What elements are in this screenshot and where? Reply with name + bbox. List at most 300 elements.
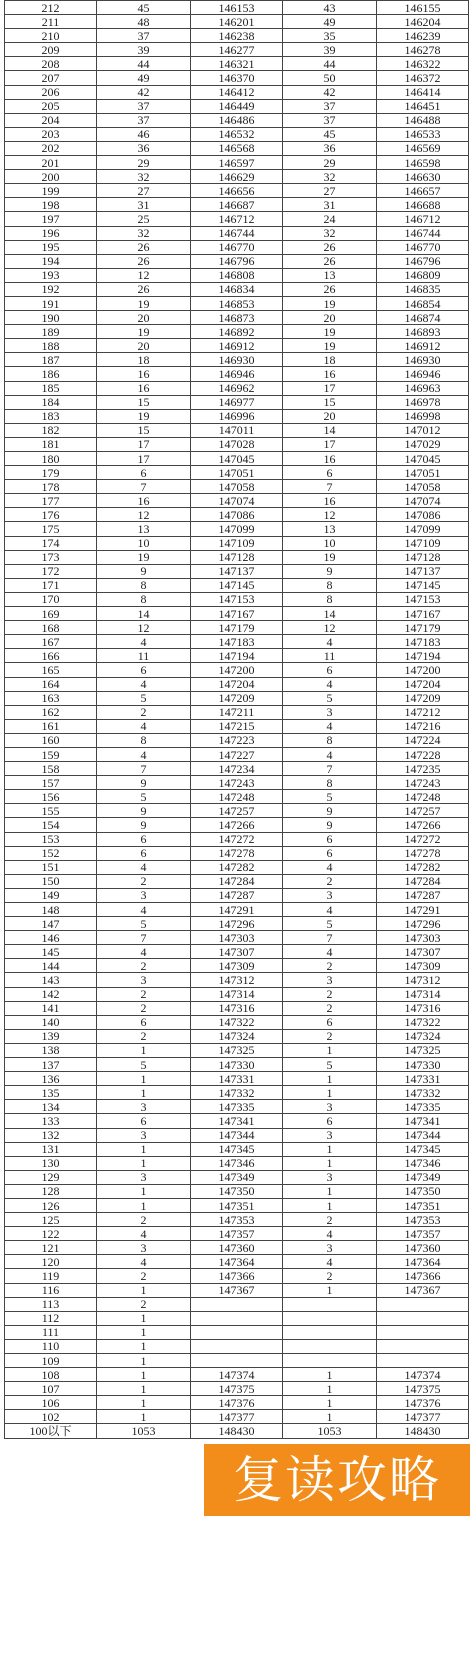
cumulative-cell-a: 147331 — [191, 1072, 283, 1086]
count-cell-b: 26 — [283, 254, 377, 268]
score-cell: 156 — [5, 790, 97, 804]
cumulative-cell-b: 147377 — [377, 1410, 469, 1424]
cumulative-cell-a: 147324 — [191, 1029, 283, 1043]
count-cell-a: 2 — [97, 987, 191, 1001]
count-cell-b: 1 — [283, 1043, 377, 1057]
count-cell-b: 29 — [283, 156, 377, 170]
score-cell: 155 — [5, 804, 97, 818]
count-cell-b: 32 — [283, 226, 377, 240]
cumulative-cell-a: 147209 — [191, 691, 283, 705]
count-cell-a: 2 — [97, 1029, 191, 1043]
score-cell: 121 — [5, 1241, 97, 1255]
table-row — [5, 1297, 469, 1311]
score-cell: 168 — [5, 621, 97, 635]
count-cell-b — [283, 1354, 377, 1368]
count-cell-a: 17 — [97, 437, 191, 451]
cumulative-cell-a: 147257 — [191, 804, 283, 818]
count-cell-b: 2 — [283, 1001, 377, 1015]
count-cell-a: 12 — [97, 621, 191, 635]
table-row — [5, 353, 469, 367]
cumulative-cell-b: 146278 — [377, 43, 469, 57]
table-row — [5, 903, 469, 917]
count-cell-b: 3 — [283, 1241, 377, 1255]
cumulative-cell-a: 146853 — [191, 296, 283, 310]
table-row — [5, 860, 469, 874]
cumulative-cell-a: 146687 — [191, 198, 283, 212]
cumulative-cell-b: 146155 — [377, 1, 469, 15]
cumulative-cell-a: 147284 — [191, 874, 283, 888]
table-row — [5, 198, 469, 212]
count-cell-a: 7 — [97, 480, 191, 494]
cumulative-cell-a: 147366 — [191, 1269, 283, 1283]
count-cell-a: 37 — [97, 29, 191, 43]
count-cell-a: 25 — [97, 212, 191, 226]
table-row — [5, 719, 469, 733]
table-row — [5, 1213, 469, 1227]
cumulative-cell-a: 147307 — [191, 945, 283, 959]
count-cell-a: 1 — [97, 1156, 191, 1170]
cumulative-cell-a: 147309 — [191, 959, 283, 973]
cumulative-cell-a: 147350 — [191, 1184, 283, 1198]
count-cell-a: 3 — [97, 1170, 191, 1184]
score-table-container — [4, 0, 468, 1439]
cumulative-cell-a: 147272 — [191, 832, 283, 846]
count-cell-b: 24 — [283, 212, 377, 226]
table-row — [5, 733, 469, 747]
table-row — [5, 57, 469, 71]
cumulative-cell-a: 147074 — [191, 494, 283, 508]
score-cell: 205 — [5, 99, 97, 113]
table-row — [5, 663, 469, 677]
cumulative-cell-a: 146277 — [191, 43, 283, 57]
score-cell: 112 — [5, 1311, 97, 1325]
table-row — [5, 888, 469, 902]
table-row — [5, 522, 469, 536]
count-cell-b: 1053 — [283, 1424, 377, 1438]
score-cell: 183 — [5, 409, 97, 423]
count-cell-b: 4 — [283, 677, 377, 691]
cumulative-cell-b: 147353 — [377, 1213, 469, 1227]
count-cell-a: 2 — [97, 1269, 191, 1283]
count-cell-b: 16 — [283, 494, 377, 508]
count-cell-b: 5 — [283, 917, 377, 931]
count-cell-b: 2 — [283, 987, 377, 1001]
count-cell-a: 19 — [97, 550, 191, 564]
cumulative-cell-a: 146597 — [191, 156, 283, 170]
cumulative-cell-b: 147235 — [377, 762, 469, 776]
count-cell-b: 8 — [283, 592, 377, 606]
cumulative-cell-a: 147287 — [191, 888, 283, 902]
score-cell: 137 — [5, 1058, 97, 1072]
count-cell-b: 9 — [283, 818, 377, 832]
count-cell-a: 19 — [97, 409, 191, 423]
cumulative-cell-b: 147350 — [377, 1184, 469, 1198]
cumulative-cell-b: 147316 — [377, 1001, 469, 1015]
table-row — [5, 1269, 469, 1283]
table-row — [5, 959, 469, 973]
score-cell: 165 — [5, 663, 97, 677]
cumulative-cell-b: 147228 — [377, 747, 469, 761]
cumulative-cell-a: 146946 — [191, 367, 283, 381]
score-cell: 178 — [5, 480, 97, 494]
table-body — [5, 1, 469, 1439]
cumulative-cell-b: 147332 — [377, 1086, 469, 1100]
count-cell-b: 12 — [283, 508, 377, 522]
count-cell-a: 1 — [97, 1072, 191, 1086]
cumulative-cell-b: 147282 — [377, 860, 469, 874]
cumulative-cell-a: 146568 — [191, 141, 283, 155]
cumulative-cell-b: 147137 — [377, 564, 469, 578]
cumulative-cell-a: 147183 — [191, 635, 283, 649]
cumulative-cell-a: 146977 — [191, 395, 283, 409]
score-cell: 177 — [5, 494, 97, 508]
count-cell-a: 27 — [97, 184, 191, 198]
count-cell-a: 7 — [97, 931, 191, 945]
table-row — [5, 1043, 469, 1057]
count-cell-b: 15 — [283, 395, 377, 409]
score-cell: 107 — [5, 1382, 97, 1396]
blank-footer-area — [0, 1608, 472, 1680]
count-cell-a: 1 — [97, 1086, 191, 1100]
cumulative-cell-a: 147045 — [191, 452, 283, 466]
cumulative-cell-b: 147331 — [377, 1072, 469, 1086]
score-cell: 157 — [5, 776, 97, 790]
cumulative-cell-b: 146912 — [377, 339, 469, 353]
count-cell-b: 6 — [283, 1114, 377, 1128]
score-cell: 158 — [5, 762, 97, 776]
count-cell-b: 39 — [283, 43, 377, 57]
score-cell: 160 — [5, 733, 97, 747]
count-cell-a: 6 — [97, 846, 191, 860]
count-cell-b: 9 — [283, 564, 377, 578]
count-cell-b: 2 — [283, 959, 377, 973]
count-cell-a: 1 — [97, 1311, 191, 1325]
table-row — [5, 691, 469, 705]
cumulative-cell-b: 147248 — [377, 790, 469, 804]
cumulative-cell-a: 147248 — [191, 790, 283, 804]
cumulative-cell-b: 147051 — [377, 466, 469, 480]
count-cell-b: 1 — [283, 1283, 377, 1297]
count-cell-a: 16 — [97, 381, 191, 395]
cumulative-cell-b: 146770 — [377, 240, 469, 254]
count-cell-b: 7 — [283, 762, 377, 776]
cumulative-cell-b: 147212 — [377, 705, 469, 719]
cumulative-cell-a: 147153 — [191, 592, 283, 606]
cumulative-cell-a: 146744 — [191, 226, 283, 240]
count-cell-a: 2 — [97, 1213, 191, 1227]
count-cell-a: 2 — [97, 1001, 191, 1015]
table-row — [5, 917, 469, 931]
score-cell: 207 — [5, 71, 97, 85]
cumulative-cell-b — [377, 1311, 469, 1325]
score-cell: 202 — [5, 141, 97, 155]
cumulative-cell-b: 146998 — [377, 409, 469, 423]
score-cell: 132 — [5, 1128, 97, 1142]
count-cell-a: 44 — [97, 57, 191, 71]
count-cell-a: 18 — [97, 353, 191, 367]
count-cell-b: 1 — [283, 1368, 377, 1382]
table-row — [5, 1424, 469, 1438]
score-cell: 161 — [5, 719, 97, 733]
cumulative-cell-b: 147309 — [377, 959, 469, 973]
count-cell-a: 20 — [97, 339, 191, 353]
count-cell-a: 2 — [97, 1297, 191, 1311]
cumulative-cell-b: 146930 — [377, 353, 469, 367]
cumulative-cell-a: 147335 — [191, 1100, 283, 1114]
cumulative-cell-b: 146322 — [377, 57, 469, 71]
score-cell: 166 — [5, 649, 97, 663]
count-cell-a: 37 — [97, 113, 191, 127]
table-row — [5, 1, 469, 15]
cumulative-cell-a: 147353 — [191, 1213, 283, 1227]
score-cell: 152 — [5, 846, 97, 860]
table-row — [5, 466, 469, 480]
score-cell: 172 — [5, 564, 97, 578]
count-cell-b: 11 — [283, 649, 377, 663]
cumulative-cell-a: 147349 — [191, 1170, 283, 1184]
cumulative-cell-a — [191, 1297, 283, 1311]
cumulative-cell-a: 147377 — [191, 1410, 283, 1424]
cumulative-cell-a: 147234 — [191, 762, 283, 776]
cumulative-cell-b: 147074 — [377, 494, 469, 508]
cumulative-cell-b — [377, 1325, 469, 1339]
count-cell-a: 48 — [97, 15, 191, 29]
cumulative-cell-b: 147291 — [377, 903, 469, 917]
cumulative-cell-b: 147145 — [377, 578, 469, 592]
count-cell-b: 1 — [283, 1396, 377, 1410]
count-cell-b: 12 — [283, 621, 377, 635]
count-cell-a: 6 — [97, 1015, 191, 1029]
count-cell-b: 2 — [283, 1269, 377, 1283]
table-row — [5, 226, 469, 240]
cumulative-cell-a: 146996 — [191, 409, 283, 423]
table-row — [5, 367, 469, 381]
count-cell-b: 3 — [283, 973, 377, 987]
cumulative-cell-a: 146796 — [191, 254, 283, 268]
cumulative-cell-b: 147209 — [377, 691, 469, 705]
cumulative-cell-a: 147322 — [191, 1015, 283, 1029]
cumulative-cell-b: 147344 — [377, 1128, 469, 1142]
cumulative-cell-b: 147058 — [377, 480, 469, 494]
count-cell-b: 6 — [283, 663, 377, 677]
cumulative-cell-b — [377, 1339, 469, 1353]
score-cell: 176 — [5, 508, 97, 522]
count-cell-a: 26 — [97, 282, 191, 296]
score-cell: 154 — [5, 818, 97, 832]
count-cell-b: 1 — [283, 1184, 377, 1198]
count-cell-a: 1 — [97, 1368, 191, 1382]
cumulative-cell-b: 147376 — [377, 1396, 469, 1410]
score-cell: 189 — [5, 325, 97, 339]
score-cell: 113 — [5, 1297, 97, 1311]
cumulative-cell-b: 147045 — [377, 452, 469, 466]
count-cell-b: 37 — [283, 113, 377, 127]
score-cell: 209 — [5, 43, 97, 57]
count-cell-a: 1053 — [97, 1424, 191, 1438]
count-cell-b: 8 — [283, 578, 377, 592]
score-cell: 171 — [5, 578, 97, 592]
count-cell-b: 20 — [283, 409, 377, 423]
count-cell-a: 2 — [97, 874, 191, 888]
cumulative-cell-a: 147243 — [191, 776, 283, 790]
count-cell-a: 17 — [97, 452, 191, 466]
count-cell-b: 6 — [283, 466, 377, 480]
count-cell-b: 31 — [283, 198, 377, 212]
cumulative-cell-a: 147357 — [191, 1227, 283, 1241]
count-cell-a: 37 — [97, 99, 191, 113]
table-row — [5, 212, 469, 226]
cumulative-cell-a: 147332 — [191, 1086, 283, 1100]
cumulative-cell-a — [191, 1339, 283, 1353]
count-cell-a: 16 — [97, 367, 191, 381]
score-cell: 181 — [5, 437, 97, 451]
cumulative-cell-a: 147204 — [191, 677, 283, 691]
score-cell: 187 — [5, 353, 97, 367]
cumulative-cell-a: 147364 — [191, 1255, 283, 1269]
count-cell-a: 20 — [97, 311, 191, 325]
cumulative-cell-a: 146712 — [191, 212, 283, 226]
count-cell-b: 7 — [283, 931, 377, 945]
cumulative-cell-b: 147357 — [377, 1227, 469, 1241]
count-cell-a: 6 — [97, 663, 191, 677]
score-cell: 128 — [5, 1184, 97, 1198]
cumulative-cell-b: 146630 — [377, 170, 469, 184]
table-row — [5, 649, 469, 663]
count-cell-b: 13 — [283, 268, 377, 282]
table-row — [5, 1227, 469, 1241]
count-cell-a: 1 — [97, 1142, 191, 1156]
count-cell-a: 4 — [97, 903, 191, 917]
cumulative-cell-b: 147375 — [377, 1382, 469, 1396]
count-cell-a: 6 — [97, 832, 191, 846]
count-cell-a: 1 — [97, 1283, 191, 1297]
table-row — [5, 1001, 469, 1015]
score-cell: 182 — [5, 423, 97, 437]
table-row — [5, 339, 469, 353]
cumulative-cell-b: 146893 — [377, 325, 469, 339]
cumulative-cell-a: 146412 — [191, 85, 283, 99]
cumulative-cell-b: 147099 — [377, 522, 469, 536]
count-cell-a: 3 — [97, 888, 191, 902]
cumulative-cell-b: 147278 — [377, 846, 469, 860]
count-cell-a: 3 — [97, 1100, 191, 1114]
table-row — [5, 550, 469, 564]
count-cell-a: 9 — [97, 564, 191, 578]
cumulative-cell-a: 147058 — [191, 480, 283, 494]
cumulative-cell-b: 147224 — [377, 733, 469, 747]
score-cell: 109 — [5, 1354, 97, 1368]
table-row — [5, 776, 469, 790]
count-cell-a: 32 — [97, 226, 191, 240]
count-cell-b: 5 — [283, 1058, 377, 1072]
cumulative-cell-a: 146930 — [191, 353, 283, 367]
score-cell: 167 — [5, 635, 97, 649]
count-cell-a: 29 — [97, 156, 191, 170]
table-row — [5, 325, 469, 339]
cumulative-cell-b: 146796 — [377, 254, 469, 268]
cumulative-cell-a: 146962 — [191, 381, 283, 395]
cumulative-cell-b: 147360 — [377, 1241, 469, 1255]
cumulative-cell-b: 147341 — [377, 1114, 469, 1128]
cumulative-cell-b: 146533 — [377, 127, 469, 141]
score-cell: 108 — [5, 1368, 97, 1382]
cumulative-cell-a: 146808 — [191, 268, 283, 282]
cumulative-cell-b: 147330 — [377, 1058, 469, 1072]
score-cell: 194 — [5, 254, 97, 268]
cumulative-cell-b — [377, 1297, 469, 1311]
count-cell-a: 19 — [97, 325, 191, 339]
cumulative-cell-b: 147086 — [377, 508, 469, 522]
cumulative-cell-a: 147200 — [191, 663, 283, 677]
count-cell-b: 1 — [283, 1410, 377, 1424]
table-row — [5, 818, 469, 832]
table-row — [5, 311, 469, 325]
cumulative-cell-a: 146321 — [191, 57, 283, 71]
cumulative-cell-a: 147330 — [191, 1058, 283, 1072]
count-cell-b: 3 — [283, 705, 377, 719]
score-cell: 135 — [5, 1086, 97, 1100]
table-row — [5, 1198, 469, 1212]
score-cell: 125 — [5, 1213, 97, 1227]
count-cell-a: 12 — [97, 508, 191, 522]
score-cell: 143 — [5, 973, 97, 987]
table-row — [5, 508, 469, 522]
cumulative-cell-a: 147086 — [191, 508, 283, 522]
score-cell: 197 — [5, 212, 97, 226]
table-row — [5, 437, 469, 451]
count-cell-a: 5 — [97, 790, 191, 804]
cumulative-cell-b: 147029 — [377, 437, 469, 451]
cumulative-cell-b: 147243 — [377, 776, 469, 790]
count-cell-b: 5 — [283, 790, 377, 804]
cumulative-cell-a: 146238 — [191, 29, 283, 43]
count-cell-a: 9 — [97, 776, 191, 790]
cumulative-cell-a: 146153 — [191, 1, 283, 15]
table-row — [5, 677, 469, 691]
table-row — [5, 1029, 469, 1043]
count-cell-a: 11 — [97, 649, 191, 663]
cumulative-cell-b: 146239 — [377, 29, 469, 43]
cumulative-cell-b: 146657 — [377, 184, 469, 198]
count-cell-b: 3 — [283, 1128, 377, 1142]
count-cell-a: 16 — [97, 494, 191, 508]
score-cell: 151 — [5, 860, 97, 874]
score-cell: 153 — [5, 832, 97, 846]
score-cell: 196 — [5, 226, 97, 240]
table-row — [5, 945, 469, 959]
count-cell-a: 49 — [97, 71, 191, 85]
cumulative-cell-a: 147211 — [191, 705, 283, 719]
count-cell-b: 26 — [283, 282, 377, 296]
cumulative-cell-a: 146912 — [191, 339, 283, 353]
table-row — [5, 762, 469, 776]
cumulative-cell-b — [377, 1354, 469, 1368]
table-row — [5, 1058, 469, 1072]
count-cell-b: 49 — [283, 15, 377, 29]
score-cell: 146 — [5, 931, 97, 945]
score-cell: 126 — [5, 1198, 97, 1212]
score-cell: 179 — [5, 466, 97, 480]
table-row — [5, 931, 469, 945]
cumulative-cell-a: 147099 — [191, 522, 283, 536]
count-cell-b: 20 — [283, 311, 377, 325]
cumulative-cell-b: 147346 — [377, 1156, 469, 1170]
count-cell-b: 32 — [283, 170, 377, 184]
cumulative-cell-a: 147145 — [191, 578, 283, 592]
table-row — [5, 1170, 469, 1184]
count-cell-b: 16 — [283, 367, 377, 381]
cumulative-cell-b: 147179 — [377, 621, 469, 635]
